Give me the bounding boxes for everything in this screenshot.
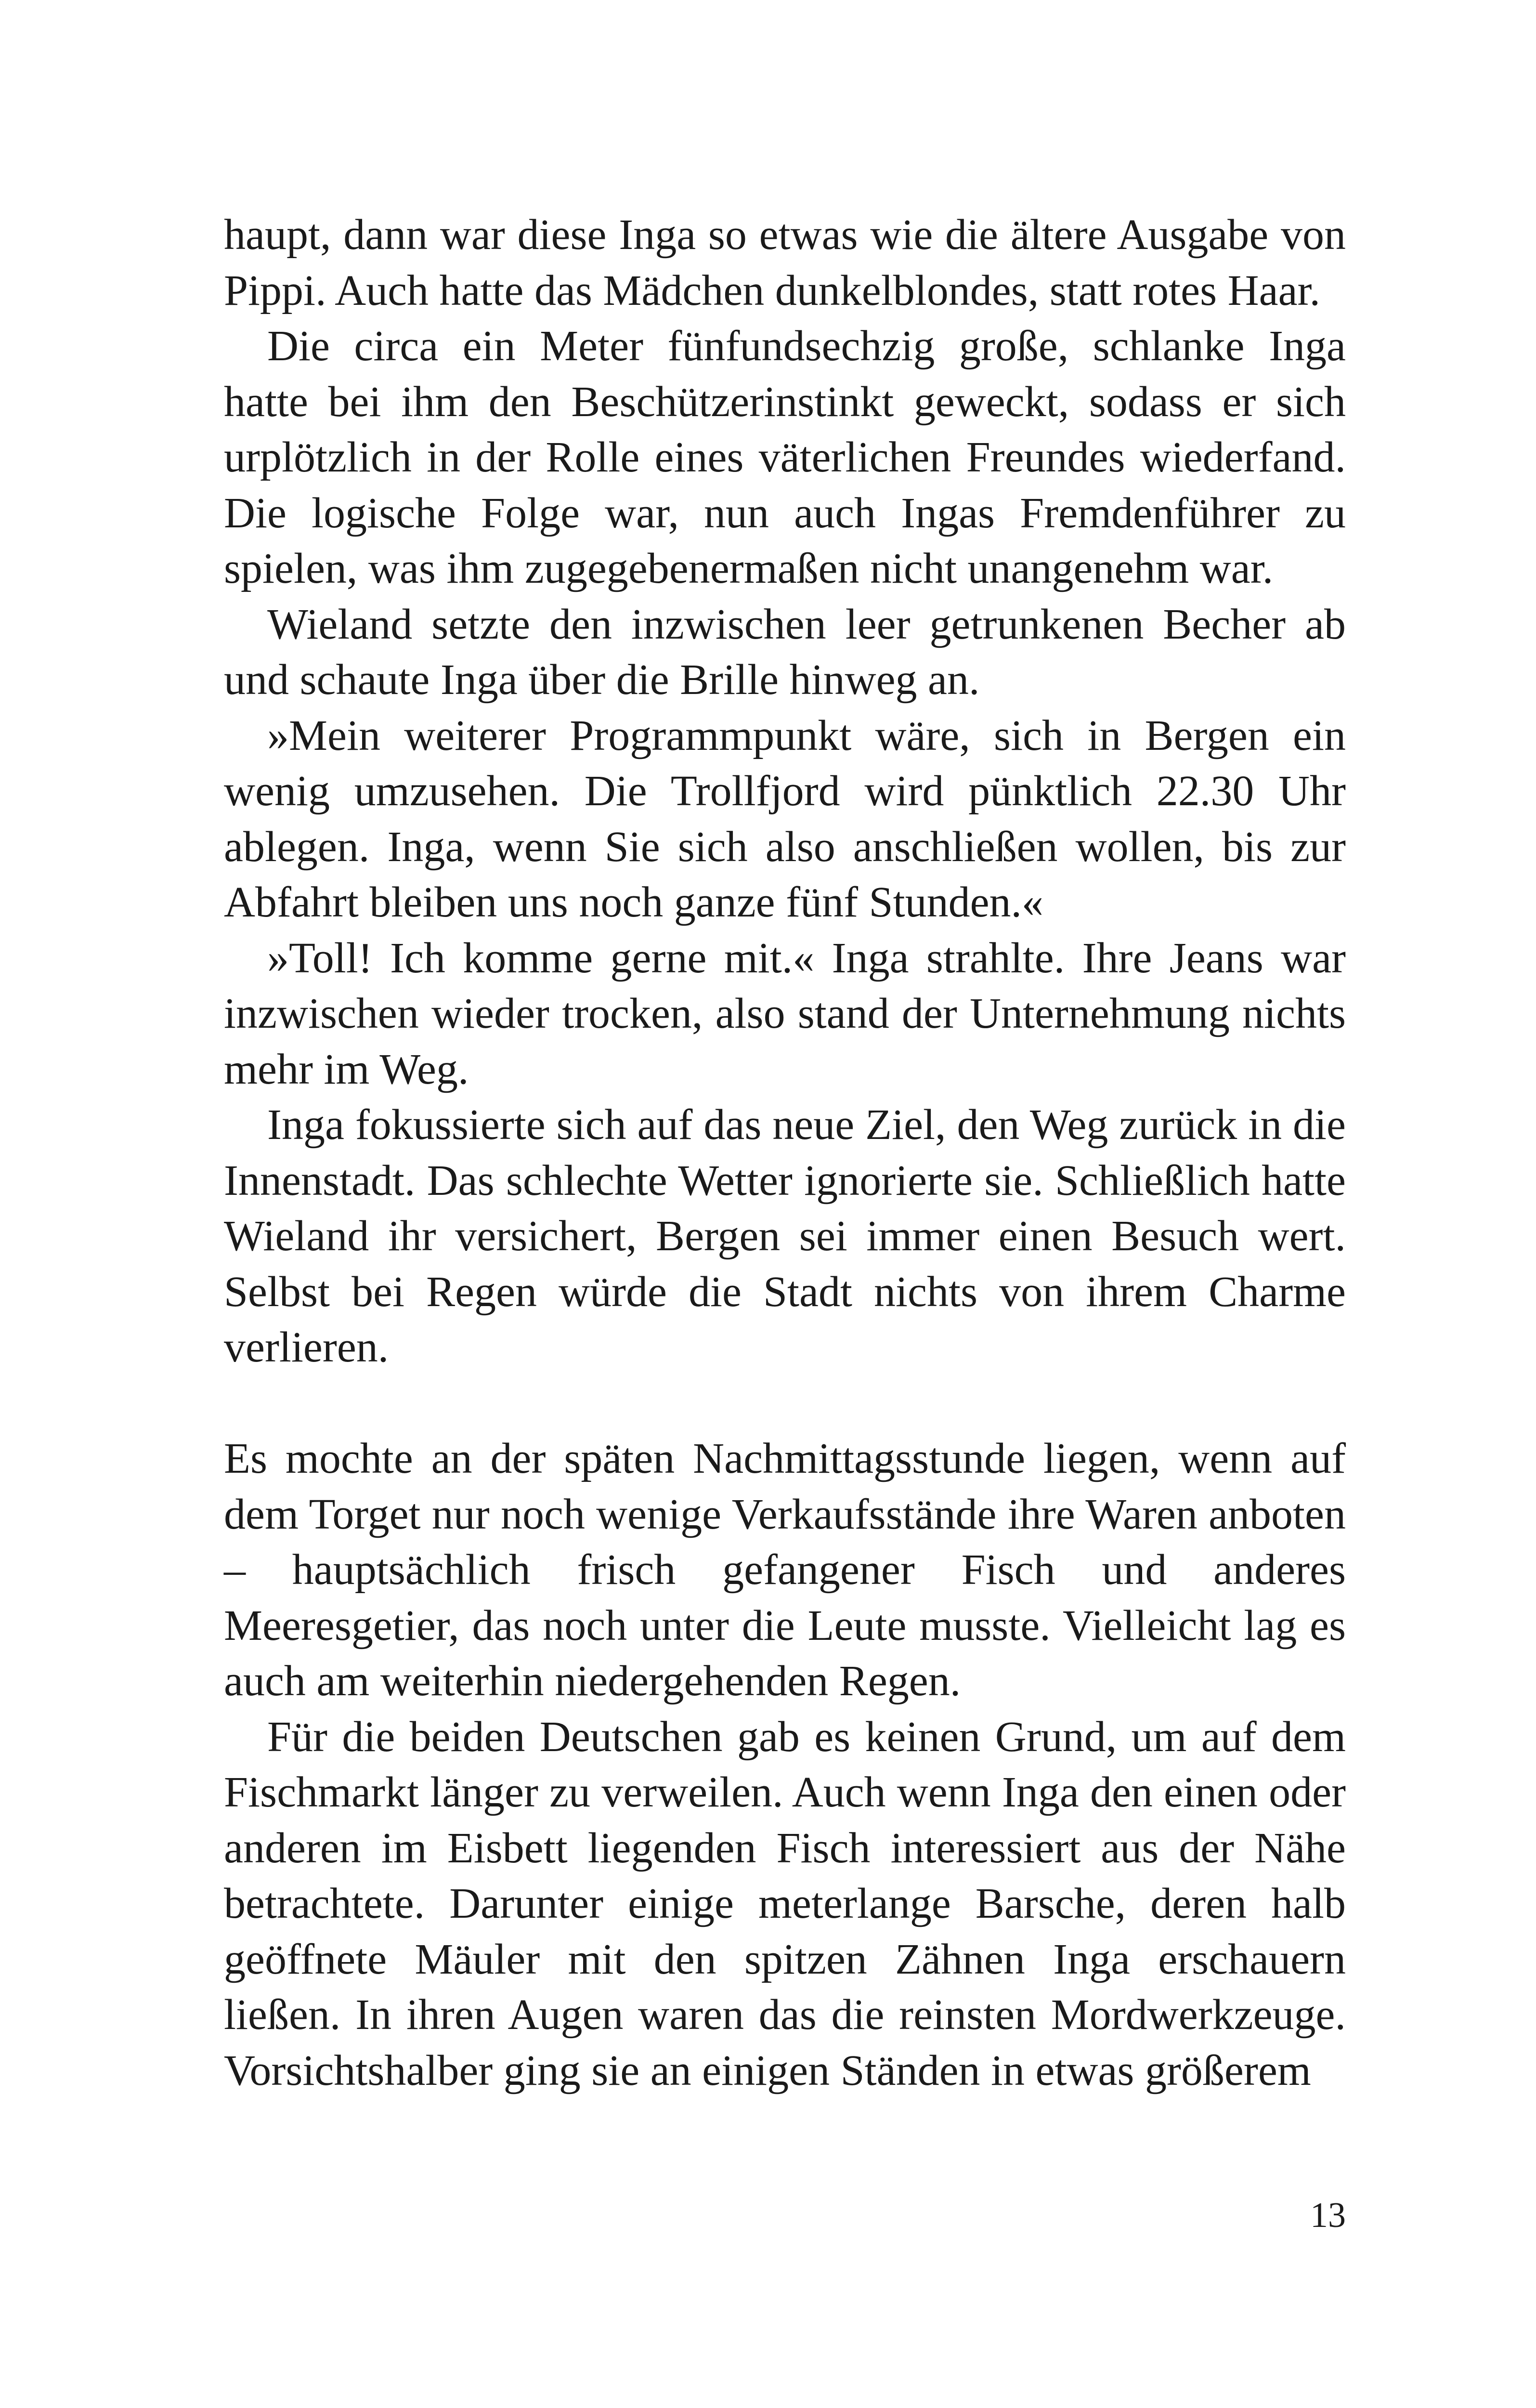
section-opening-paragraph: Es mochte an der späten Nachmittagsstunde liegen, wenn auf dem Torget nur noch wenige Verkaufsstände ihre Waren anboten – hauptsächlich frisch gefangener Fisch und anderes Meeresgetier, das noch unter die Leute musste. Vielleicht lag es auch am weiterhin niedergehenden Regen. — [224, 1435, 1346, 1705]
paragraph-dialogue: »Mein weiterer Programmpunkt wäre, sich in Bergen ein wenig umzusehen. Die Trollfjord wird pünktlich 22.30 Uhr ablegen. Inga, wenn Sie sich also anschließen wollen, bis zur Abfahrt bleiben uns noch ganze fünf Stunden.« — [224, 711, 1346, 926]
body-text — [224, 207, 1346, 2098]
page-number: 13 — [1310, 2196, 1346, 2235]
paragraph: Die circa ein Meter fünfundsechzig große, schlanke Inga hatte bei ihm den Beschützerinstinkt geweckt, sodass er sich urplötzlich in der Rolle eines väterlichen Freundes wiederfand. Die logische Folge war, nun auch Ingas Fremdenführer zu spielen, was ihm zugegebenermaßen nicht unangenehm war. — [224, 322, 1346, 592]
paragraph: Für die beiden Deutschen gab es keinen Grund, um auf dem Fischmarkt länger zu verweilen. Auch wenn Inga den einen oder anderen im Eisbett liegenden Fisch interessiert aus der Nähe betrachtete. Darunter einige meterlange Barsche, deren halb geöffnete Mäuler mit den spitzen Zähnen Inga erschauern ließen. In ihren Augen waren das die reinsten Mordwerkzeuge. Vorsichtshalber ging sie an einigen Ständen in etwas größerem — [224, 1713, 1346, 2094]
paragraph: Inga fokussierte sich auf das neue Ziel, den Weg zurück in die Innenstadt. Das schlechte Wetter ignorierte sie. Schließlich hatte Wieland ihr versichert, Bergen sei immer einen Besuch wert. Selbst bei Regen würde die Stadt nichts von ihrem Charme verlieren. — [224, 1101, 1346, 1371]
section-break — [224, 1375, 1346, 1431]
paragraph-dialogue: »Toll! Ich komme gerne mit.« Inga strahlte. Ihre Jeans war inzwischen wieder trocken, also stand der Unternehmung nichts mehr im Weg. — [224, 934, 1346, 1093]
paragraph: Wieland setzte den inzwischen leer getrunkenen Becher ab und schaute Inga über die Brille hinweg an. — [224, 600, 1346, 704]
paragraph-continuation: haupt, dann war diese Inga so etwas wie die ältere Ausgabe von Pippi. Auch hatte das Mädchen dunkelblondes, statt rotes Haar. — [224, 211, 1346, 314]
